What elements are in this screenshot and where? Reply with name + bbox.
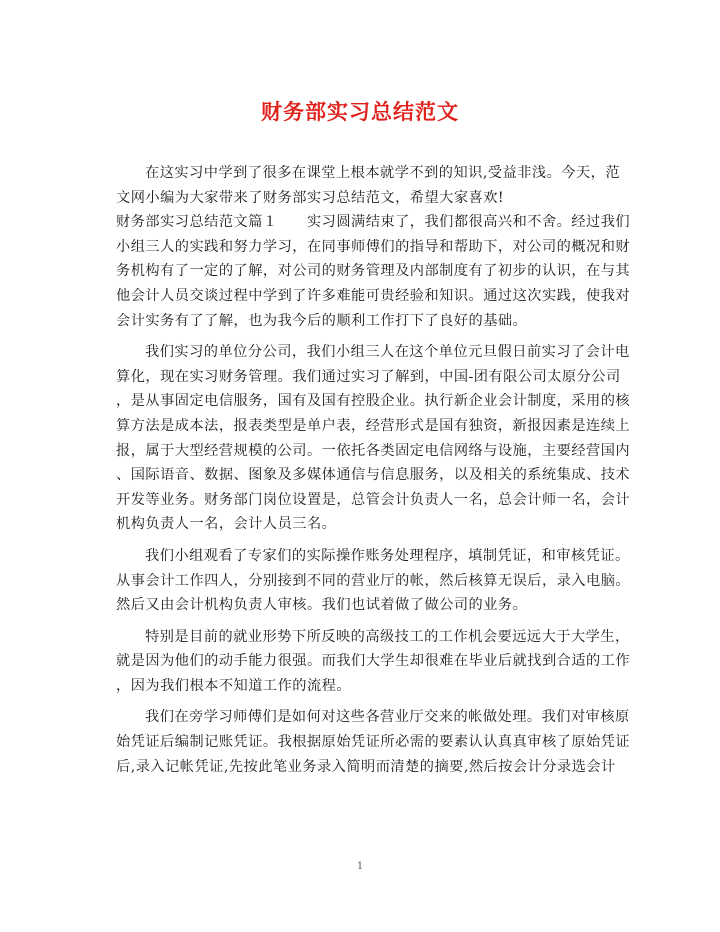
text-line: 我们实习的单位分公司，我们小组三人在这个单位元旦假日前实习了会计电 (145, 344, 630, 361)
text-line: 开发等业务。财务部门岗位设置是，总管会计负责人一名，总会计师一名，会计 (116, 491, 631, 508)
document-title: 财务部实习总结范文 (261, 99, 459, 124)
text-line: 务机构有了一定的了解，对公司的财务管理及内部制度有了初步的认识，在与其 (116, 263, 631, 280)
text-line: 报，属于大型经营规模的公司。一依托各类固定电信网络与设施，主要经营国内 (116, 442, 631, 459)
text-line: 然后又由会计机构负责人审核。我们也试着做了做公司的业务。 (116, 597, 528, 614)
text-line: 他会计人员交谈过程中学到了许多难能可贵经验和知识。通过这次实践，使我对 (116, 287, 631, 304)
text-line: 从事会计工作四人，分别接到不同的营业厅的帐，然后核算无误后，录入电脑。 (116, 572, 631, 589)
page-number: 1 (356, 861, 364, 872)
text-line: 算方法是成本法，报表类型是单户表，经营形式是国有独资，新报因素是连续上 (116, 417, 631, 434)
text-line: 会计实务有了了解，也为我今后的顺利工作打下了良好的基础。 (116, 312, 528, 329)
text-line: 特别是目前的就业形势下所反映的高级技工的工作机会要远远大于大学生， (145, 628, 630, 645)
text-line: ，是从事固定电信服务，国有及国有控股企业。执行新企业会计制度，采用的核 (116, 393, 631, 410)
text-line: 、国际语音、数据、图象及多媒体通信与信息服务，以及相关的系统集成、技术 (116, 467, 631, 484)
text-line: 我们在旁学习师傅们是如何对这些各营业厅交来的帐做处理。我们对审核原 (145, 709, 630, 726)
text-line: 在这实习中学到了很多在课堂上根本就学不到的知识,受益非浅。今天，范 (145, 165, 621, 181)
document-body (116, 161, 631, 779)
text-line: ，因为我们根本不知道工作的流程。 (116, 677, 352, 694)
text-line: 我们小组观看了专家们的实际操作账务处理程序，填制凭证，和审核凭证。 (145, 547, 630, 564)
text-line: 始凭证后编制记账凭证。我根据原始凭证所必需的要素认认真真审核了原始凭证 (116, 734, 631, 751)
text-line: 机构负责人一名，会计人员三名。 (116, 516, 337, 533)
text-line: 后,录入记帐凭证,先按此笔业务录入简明而清楚的摘要,然后按会计分录选会计 (116, 758, 616, 775)
text-line: 小组三人的实践和努力学习，在同事师傅们的指导和帮助下，对公司的概况和财 (116, 238, 631, 255)
text-line: 就是因为他们的动手能力很强。而我们大学生却很难在毕业后就找到合适的工作 (116, 653, 631, 670)
text-line: 财务部实习总结范文篇１ 实习圆满结束了，我们都很高兴和不舍。经过我们 (116, 214, 631, 231)
text-line: 文网小编为大家带来了财务部实习总结范文，希望大家喜欢! (116, 189, 505, 206)
text-line: 算化，现在实习财务管理。我们通过实习了解到，中国-团有限公司太原分公司 (116, 368, 621, 385)
